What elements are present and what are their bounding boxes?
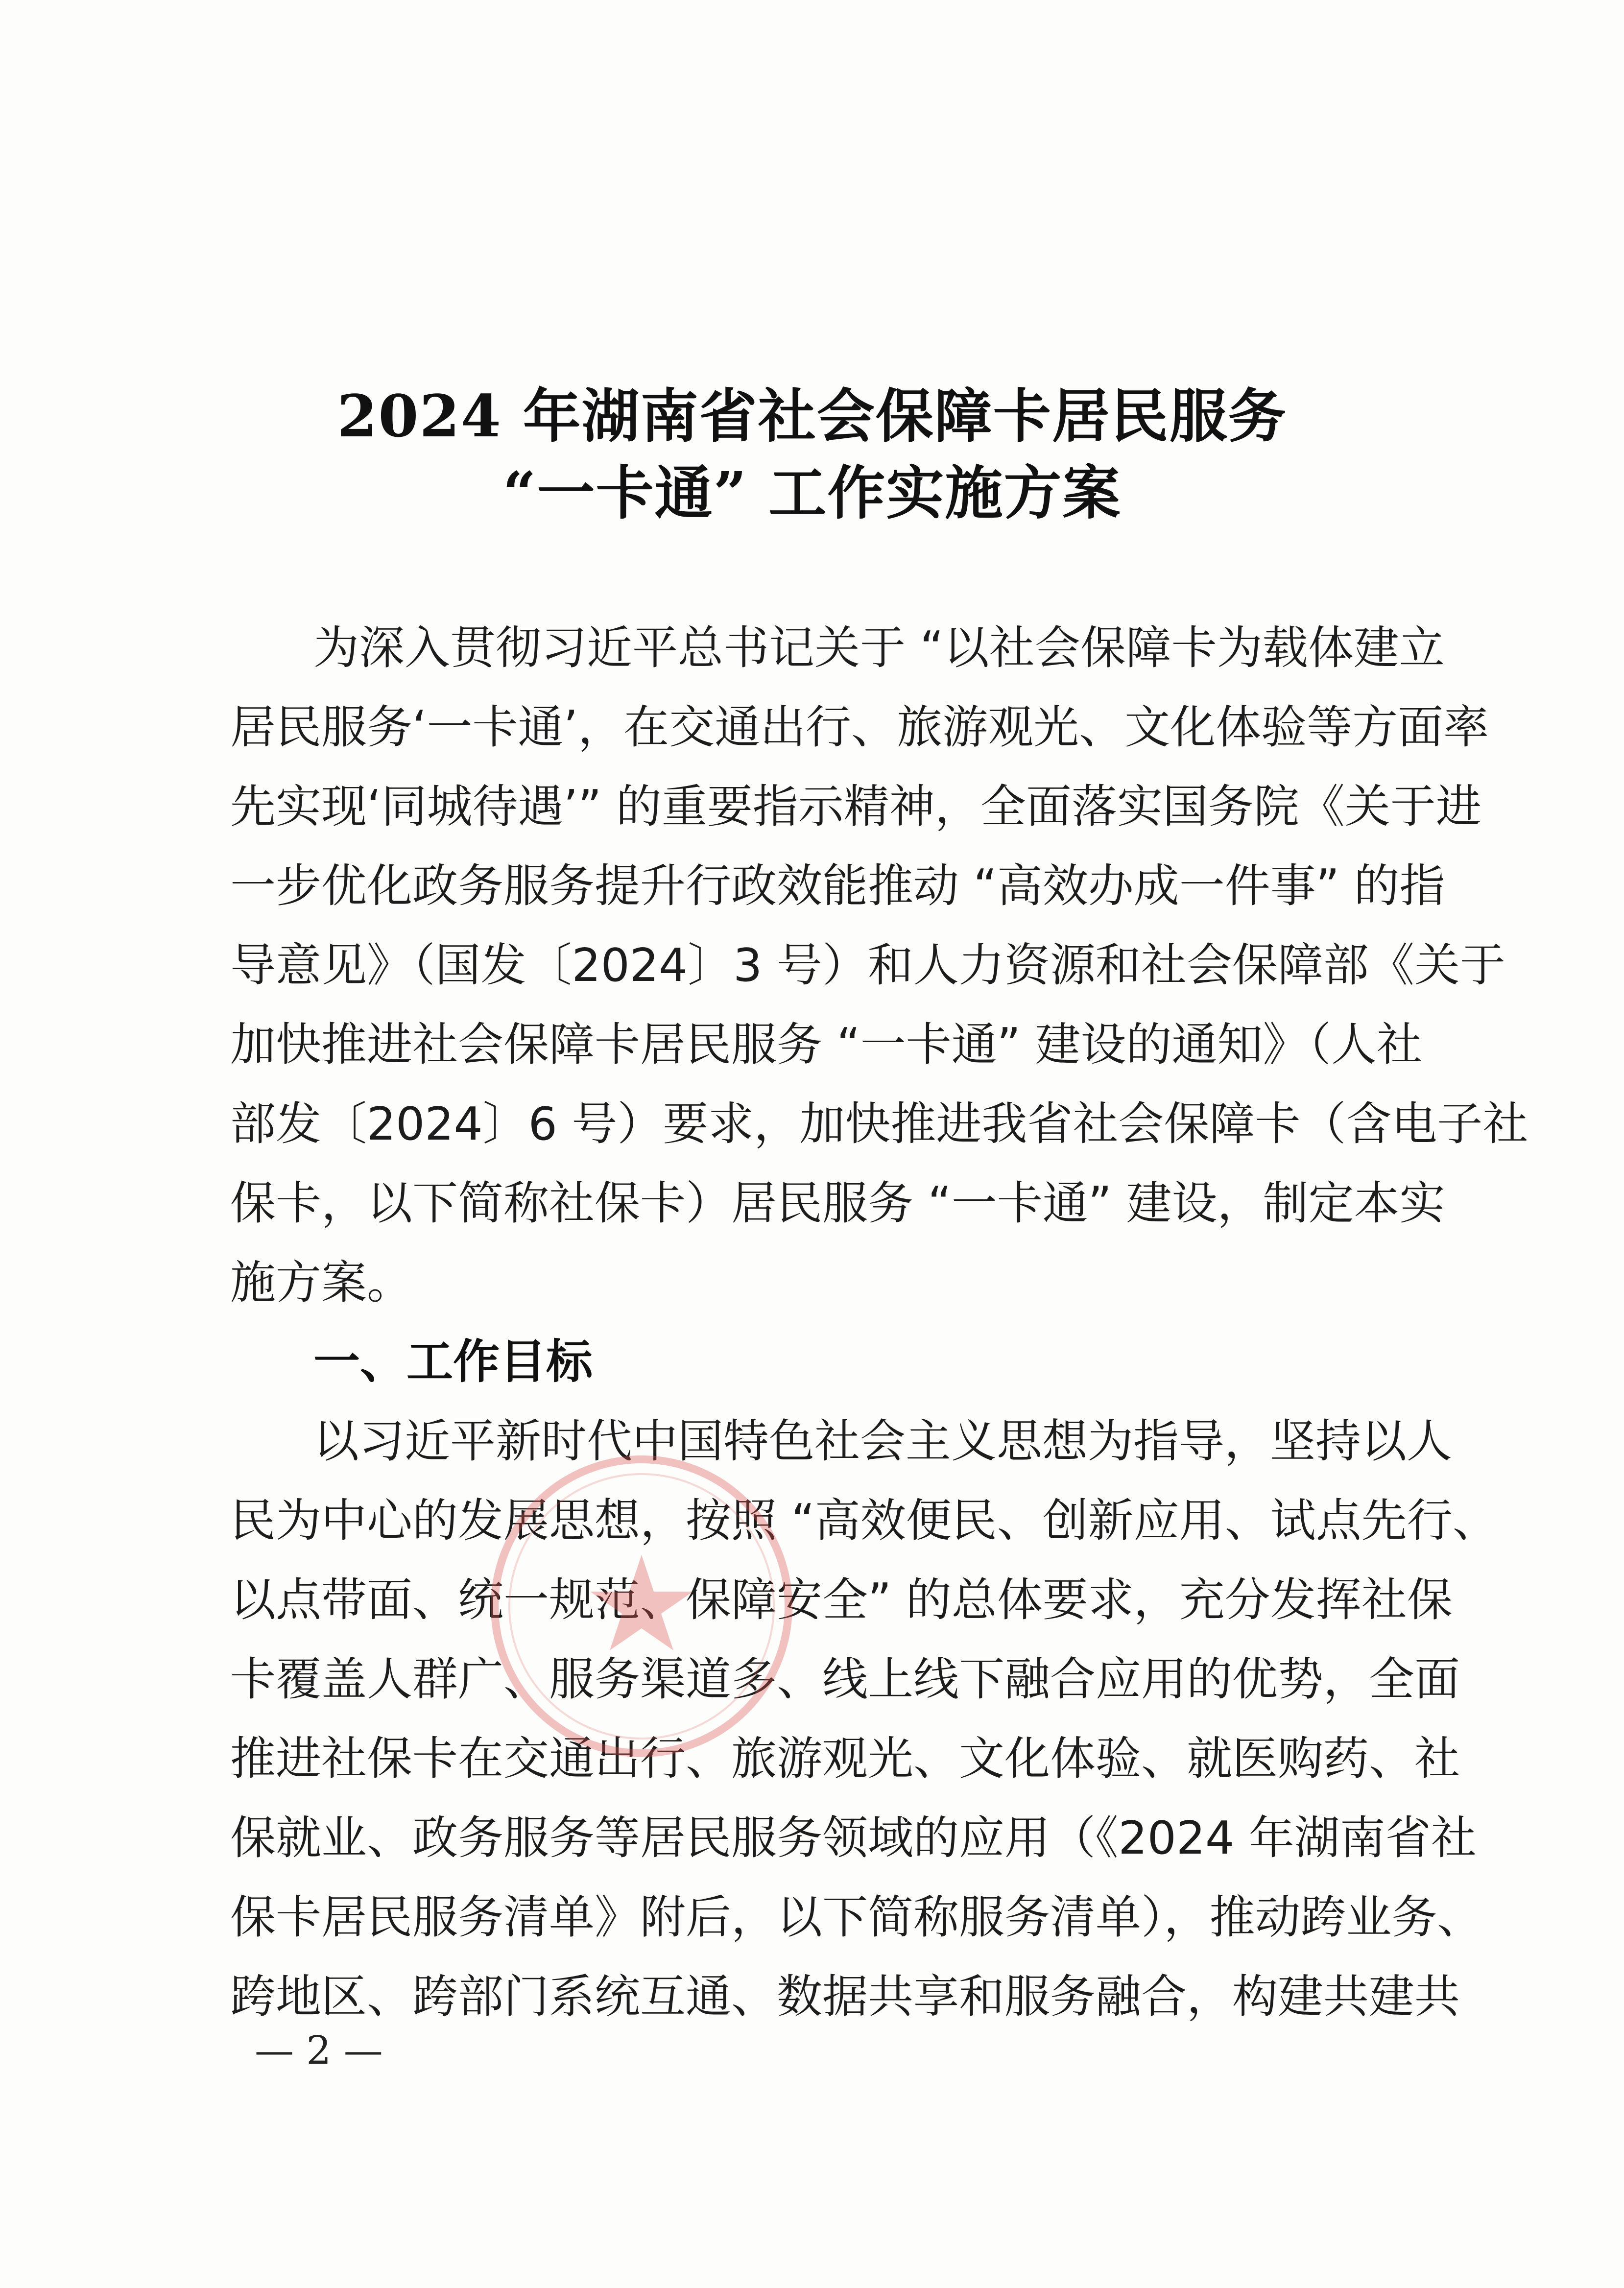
- intro-line: 居民服务‘一卡通’，在交通出行、旅游观光、文化体验等方面率: [230, 701, 1489, 754]
- section1-line: 卡覆盖人群广、服务渠道多、线上线下融合应用的优势，全面: [230, 1653, 1460, 1706]
- section1-line: 以点带面、统一规范、保障安全” 的总体要求，充分发挥社保: [230, 1573, 1453, 1626]
- intro-line: 加快推进社会保障卡居民服务 “一卡通” 建设的通知》（人社: [230, 1018, 1422, 1071]
- intro-line: 保卡，以下简称社保卡）居民服务 “一卡通” 建设，制定本实: [230, 1177, 1445, 1230]
- section-heading-work-goals: 一、工作目标: [313, 1335, 593, 1389]
- intro-line: 部发〔2024〕6 号）要求，加快推进我省社会保障卡（含电子社: [230, 1097, 1528, 1150]
- intro-line: 先实现‘同城待遇’” 的重要指示精神，全面落实国务院《关于进: [230, 780, 1481, 833]
- section1-line: 保就业、政务服务等居民服务领域的应用（《2024 年湖南省社: [230, 1811, 1477, 1864]
- intro-line: 施方案。: [230, 1256, 412, 1309]
- document-title-line-1: 2024 年湖南省社会保障卡居民服务: [337, 382, 1287, 450]
- page-number: — 2 —: [255, 2027, 383, 2073]
- intro-line: 导意见》（国发〔2024〕3 号）和人力资源和社会保障部《关于: [230, 939, 1505, 992]
- intro-line: 一步优化政务服务提升行政效能推动 “高效办成一件事” 的指: [230, 859, 1445, 912]
- section1-line: 跨地区、跨部门系统互通、数据共享和服务融合，构建共建共: [230, 1970, 1460, 2023]
- official-seal-stamp: [485, 1450, 798, 1763]
- seal-star-icon: [590, 1555, 693, 1650]
- section1-line: 推进社保卡在交通出行、旅游观光、文化体验、就医购药、社: [230, 1732, 1460, 1785]
- section1-line: 以习近平新时代中国特色社会主义思想为指导，坚持以人: [313, 1415, 1452, 1468]
- document-title-line-2: “一卡通” 工作实施方案: [502, 459, 1122, 527]
- intro-line: 为深入贯彻习近平总书记关于 “以社会保障卡为载体建立: [313, 621, 1445, 674]
- section1-line: 保卡居民服务清单》附后，以下简称服务清单），推动跨业务、: [230, 1891, 1483, 1944]
- section1-line: 民为中心的发展思想，按照 “高效便民、创新应用、试点先行、: [230, 1494, 1498, 1547]
